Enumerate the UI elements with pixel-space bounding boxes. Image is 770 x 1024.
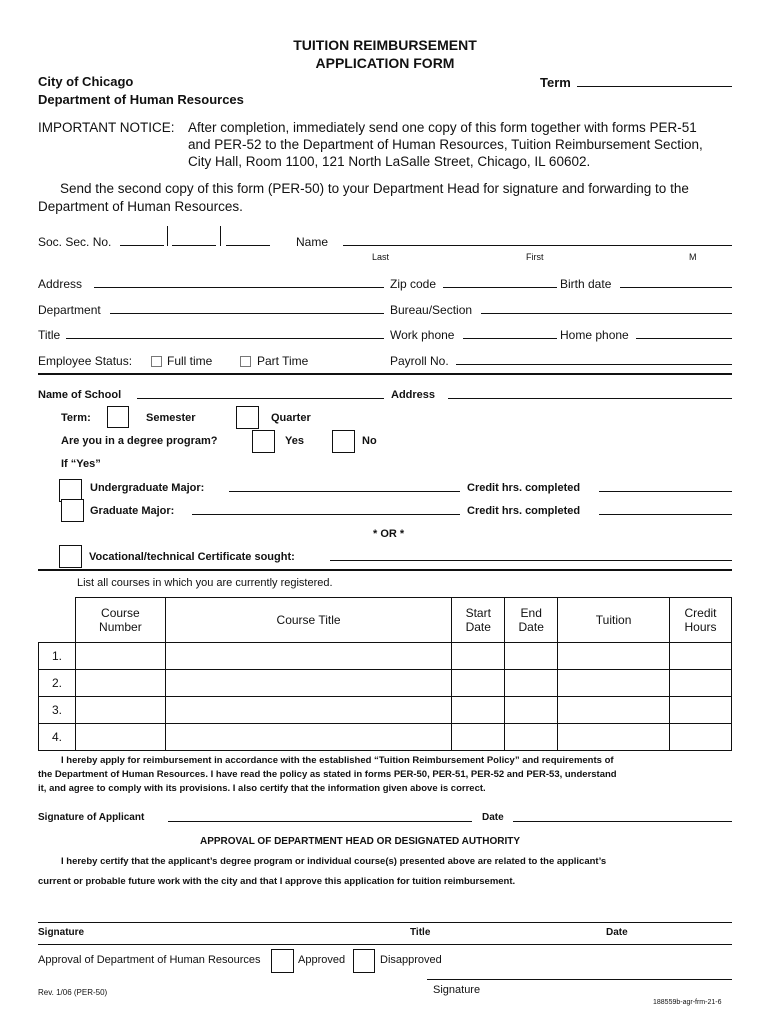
ssn-label: Soc. Sec. No.	[38, 235, 112, 249]
graduate-credit-field[interactable]	[599, 514, 732, 515]
school-term-label: Term:	[61, 412, 91, 424]
title-field[interactable]	[66, 338, 384, 339]
home-phone-label: Home phone	[560, 328, 629, 342]
revision-note: Rev. 1/06 (PER-50)	[38, 988, 108, 997]
ssn-field-3[interactable]	[226, 245, 270, 246]
disapproved-checkbox[interactable]	[353, 949, 375, 973]
table-row	[39, 643, 732, 670]
header-text: Number	[99, 620, 142, 634]
courses-header-row	[39, 598, 732, 643]
credit-hours-cell[interactable]	[670, 670, 732, 697]
header-text: Course	[101, 606, 140, 620]
full-time-label: Full time	[167, 354, 213, 368]
credit-hours-cell[interactable]	[670, 643, 732, 670]
payroll-field[interactable]	[456, 364, 732, 365]
notice-line2: and PER-52 to the Department of Human Resources, Tuition Reimbursement Section,	[188, 137, 703, 152]
dept-head-date-label: Date	[606, 927, 628, 938]
approval-heading: APPROVAL OF DEPARTMENT HEAD OR DESIGNATED AUTHORITY	[200, 836, 521, 847]
header-corner	[39, 598, 76, 643]
quarter-label: Quarter	[271, 412, 311, 424]
school-address-label: Address	[391, 389, 436, 401]
start-date-cell[interactable]	[452, 670, 505, 697]
notice-line3: City Hall, Room 1100, 121 North LaSalle Street, Chicago, IL 60602.	[188, 154, 591, 169]
ssn-divider	[220, 226, 221, 246]
course-number-cell[interactable]	[75, 724, 165, 751]
semester-label: Semester	[146, 412, 196, 424]
quarter-checkbox[interactable]	[236, 406, 259, 429]
name-middle-caption: M	[689, 252, 697, 262]
dhr-signature-field[interactable]	[427, 979, 732, 980]
header-end-date	[505, 598, 558, 643]
work-phone-label: Work phone	[390, 328, 455, 342]
school-name-label: Name of School	[38, 389, 122, 401]
header-text: Tuition	[595, 613, 632, 627]
degree-question: Are you in a degree program?	[61, 435, 218, 447]
degree-no-checkbox[interactable]	[332, 430, 355, 453]
ssn-field-2[interactable]	[172, 245, 216, 246]
applicant-date-label: Date	[482, 812, 504, 823]
undergraduate-major-field[interactable]	[229, 491, 460, 492]
start-date-cell[interactable]	[452, 724, 505, 751]
disapproved-label: Disapproved	[380, 954, 442, 966]
tuition-cell[interactable]	[558, 670, 670, 697]
row-number: 4.	[39, 724, 76, 751]
approval-line1: I hereby certify that the applicant’s degree program or individual course(s) presented above are related to the applicant’s	[61, 856, 607, 867]
bureau-field[interactable]	[481, 313, 732, 314]
form-code: 188559b-agr-frm-21-6	[653, 999, 722, 1006]
second-copy-line1: Send the second copy of this form (PER-50) to your Department Head for signature and forwarding to the	[60, 181, 689, 196]
signature-bottom-rule	[38, 944, 732, 945]
approved-checkbox[interactable]	[271, 949, 294, 973]
course-number-cell[interactable]	[75, 697, 165, 724]
second-copy-line2: Department of Human Resources.	[38, 199, 243, 214]
vocational-field[interactable]	[330, 560, 732, 561]
address-field[interactable]	[94, 287, 384, 288]
school-address-field[interactable]	[448, 398, 732, 399]
table-row	[39, 670, 732, 697]
name-first-caption: First	[526, 252, 544, 262]
title-label: Title	[38, 328, 61, 342]
tuition-cell[interactable]	[558, 643, 670, 670]
start-date-cell[interactable]	[452, 697, 505, 724]
course-title-cell[interactable]	[165, 697, 451, 724]
row-number: 1.	[39, 643, 76, 670]
course-title-cell[interactable]	[165, 724, 451, 751]
payroll-label: Payroll No.	[390, 354, 449, 368]
dept-head-title-label: Title	[410, 927, 431, 938]
approved-label: Approved	[298, 954, 346, 966]
if-yes-label: If “Yes”	[61, 458, 101, 470]
course-number-cell[interactable]	[75, 643, 165, 670]
tuition-cell[interactable]	[558, 724, 670, 751]
credit-hours-cell[interactable]	[670, 697, 732, 724]
vocational-checkbox[interactable]	[59, 545, 82, 568]
degree-no-label: No	[362, 435, 377, 447]
row-number: 3.	[39, 697, 76, 724]
header-text: Hours	[684, 620, 717, 634]
header-course-number	[75, 598, 165, 643]
header-tuition	[558, 598, 670, 643]
ssn-divider	[167, 226, 168, 246]
credit-hours-cell[interactable]	[670, 724, 732, 751]
section-divider	[38, 373, 732, 375]
course-title-cell[interactable]	[165, 643, 451, 670]
table-row	[39, 697, 732, 724]
bureau-label: Bureau/Section	[390, 303, 473, 317]
dhr-approval-label: Approval of Department of Human Resources	[38, 954, 261, 966]
undergraduate-label: Undergraduate Major:	[90, 482, 205, 494]
header-text: Date	[465, 620, 491, 634]
notice-line1: After completion, immediately send one copy of this form together with forms PER-51	[188, 120, 697, 135]
school-name-field[interactable]	[137, 398, 384, 399]
ssn-field-1[interactable]	[120, 245, 164, 246]
row-number: 2.	[39, 670, 76, 697]
part-time-checkbox[interactable]	[240, 356, 251, 367]
start-date-cell[interactable]	[452, 643, 505, 670]
address-label: Address	[38, 277, 83, 291]
header-start-date	[452, 598, 505, 643]
zip-field[interactable]	[443, 287, 557, 288]
credit-hours-label-1: Credit hrs. completed	[467, 482, 581, 494]
undergraduate-credit-field[interactable]	[599, 491, 732, 492]
applicant-signature-field[interactable]	[168, 821, 472, 822]
header-course-title	[165, 598, 451, 643]
degree-yes-checkbox[interactable]	[252, 430, 275, 453]
course-number-cell[interactable]	[75, 670, 165, 697]
header-text: Credit	[684, 606, 717, 620]
section-divider	[38, 569, 732, 571]
header-text: End	[520, 606, 542, 620]
term-field[interactable]	[577, 86, 732, 87]
courses-intro: List all courses in which you are currently registered.	[77, 577, 333, 589]
org-city: City of Chicago	[38, 74, 134, 89]
name-last-caption: Last	[372, 252, 390, 262]
semester-checkbox[interactable]	[107, 406, 129, 428]
form-title-line2: APPLICATION FORM	[315, 55, 455, 71]
org-department: Department of Human Resources	[38, 92, 244, 107]
term-label: Term	[540, 75, 571, 90]
name-label: Name	[296, 235, 329, 249]
credit-hours-label-2: Credit hrs. completed	[467, 505, 581, 517]
dept-head-signature-label: Signature	[38, 927, 85, 938]
applicant-date-field[interactable]	[513, 821, 732, 822]
full-time-checkbox[interactable]	[151, 356, 162, 367]
tuition-cell[interactable]	[558, 697, 670, 724]
courses-table	[38, 597, 732, 751]
or-separator: * OR *	[373, 528, 405, 540]
header-text: Course Title	[276, 613, 341, 627]
header-credit-hours	[670, 598, 732, 643]
dhr-signature-label: Signature	[433, 984, 481, 996]
signature-top-rule	[38, 922, 732, 923]
vocational-label: Vocational/technical Certificate sought:	[89, 551, 295, 563]
notice-label: IMPORTANT NOTICE:	[38, 120, 175, 135]
end-date-cell[interactable]	[505, 643, 558, 670]
declaration-line1: I hereby apply for reimbursement in accordance with the established “Tuition Reimbursement Policy” and requirements of	[61, 755, 614, 766]
employee-status-label: Employee Status:	[38, 354, 133, 368]
declaration-line2: the Department of Human Resources. I have read the policy as stated in forms PER-50, PER-51, PER-52 and PER-53, understand	[38, 769, 617, 780]
department-field[interactable]	[110, 313, 384, 314]
home-phone-field[interactable]	[636, 338, 732, 339]
header-text: Date	[518, 620, 544, 634]
work-phone-field[interactable]	[463, 338, 557, 339]
applicant-signature-label: Signature of Applicant	[38, 812, 145, 823]
degree-yes-label: Yes	[285, 435, 304, 447]
zip-label: Zip code	[390, 277, 437, 291]
department-label: Department	[38, 303, 101, 317]
name-field[interactable]	[343, 245, 732, 246]
part-time-label: Part Time	[257, 354, 309, 368]
end-date-cell[interactable]	[505, 697, 558, 724]
course-title-cell[interactable]	[165, 670, 451, 697]
end-date-cell[interactable]	[505, 670, 558, 697]
approval-line2: current or probable future work with the city and that I approve this application for tuition reimbursement.	[38, 876, 516, 887]
graduate-checkbox[interactable]	[61, 499, 84, 522]
birth-date-field[interactable]	[620, 287, 732, 288]
table-row	[39, 724, 732, 751]
form-title-line1: TUITION REIMBURSEMENT	[293, 37, 477, 53]
birth-date-label: Birth date	[560, 277, 612, 291]
graduate-major-field[interactable]	[192, 514, 460, 515]
declaration-line3: it, and agree to comply with its provisions. I also certify that the information given above is correct.	[38, 783, 486, 794]
end-date-cell[interactable]	[505, 724, 558, 751]
header-text: Start	[465, 606, 491, 620]
graduate-label: Graduate Major:	[90, 505, 175, 517]
